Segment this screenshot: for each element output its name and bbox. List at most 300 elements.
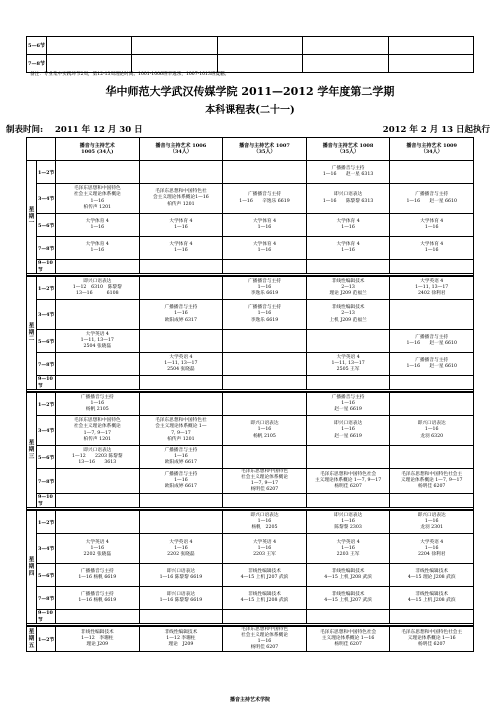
- course-cell: [56, 376, 140, 390]
- course-line: 1—11, 13—17: [415, 284, 449, 290]
- course-line: 理论 J209: [86, 642, 109, 648]
- course-line: 大学体育 4: [252, 241, 277, 247]
- corner-cell: [27, 138, 56, 161]
- course-line: 杨明佳 6207: [334, 642, 362, 648]
- course-line: 1—11, 13—17: [164, 360, 198, 366]
- course-line: 毛泽东思想和中国特色社会主: [401, 472, 463, 477]
- course-line: 非线性编辑技术: [331, 278, 365, 284]
- made-time: [6, 123, 143, 135]
- course-line: 13—16 3613: [78, 460, 117, 465]
- course-cell: [56, 534, 140, 564]
- course-line: 广播播音与主持: [415, 334, 449, 340]
- school-title: 华中师范大学武汉传媒学院 2011—2012 学年度第二学期: [105, 85, 395, 98]
- day-label: [27, 276, 37, 390]
- course-cell: [390, 330, 474, 353]
- course-cell: [223, 214, 307, 237]
- course-line: 非线性编辑技术: [331, 305, 365, 311]
- time-slot: 7—8节: [37, 353, 56, 376]
- course-line: 广播播音与主持: [331, 394, 365, 400]
- course-line: 赵一星 6619: [334, 433, 362, 439]
- course-line: 社会主义理论体系概论: [241, 633, 288, 639]
- course-cell: [56, 260, 140, 274]
- header-line: 播音与主持艺术 1008: [322, 143, 374, 149]
- time-slot: 1—2节: [37, 392, 56, 416]
- table-row: [27, 353, 474, 376]
- course-cell: [223, 510, 307, 534]
- header-line: 1005 (34人): [81, 149, 114, 155]
- course-line: 欧阳成婷 6617: [164, 484, 197, 490]
- course-cell: [390, 184, 474, 214]
- day-label: [27, 392, 37, 508]
- course-line: 1—12 6310 陈黎黎: [72, 284, 122, 290]
- table-row: [27, 330, 474, 353]
- prev-cell: [217, 55, 302, 73]
- time-slot: 9—10节: [37, 610, 56, 624]
- course-cell: [390, 587, 474, 610]
- previous-page-table: [26, 36, 474, 73]
- course-cell: [306, 446, 390, 469]
- course-line: 2203 王军: [336, 551, 360, 557]
- course-cell: [390, 376, 474, 390]
- course-cell: [223, 469, 307, 494]
- table-row: [27, 510, 474, 534]
- course-line: 非线性编辑技术: [415, 569, 449, 575]
- course-line: 4—15 上机 J208 武滨: [240, 598, 289, 604]
- prev-cell: [47, 37, 132, 55]
- course-cell: [56, 469, 140, 494]
- course-line: 1—16: [174, 225, 188, 230]
- header-line: （34人）: [420, 149, 443, 155]
- course-cell: [223, 237, 307, 260]
- course-line: 广播播音与主持: [248, 278, 281, 284]
- prev-cell: [303, 37, 388, 55]
- course-line: 大学体育 4: [420, 241, 444, 247]
- execution-date: 2012 年 2 月 13 日起执行: [382, 125, 490, 135]
- course-line: 非线性编辑技术: [331, 569, 365, 575]
- table-row: [27, 587, 474, 610]
- course-cell: [56, 330, 140, 353]
- made-label: 制表时间:: [6, 125, 44, 135]
- day-label: [27, 161, 37, 274]
- course-cell: [139, 610, 223, 624]
- course-cell: [223, 446, 307, 469]
- time-slot: 9—10节: [37, 494, 56, 508]
- remark-note: 备注：专业集中实践环节2周，第12-13周理论时间。1001-1006班辛逸乐，1007-1013班夏鹏。: [30, 72, 230, 77]
- course-line: 1—16: [257, 519, 272, 525]
- course-line: 1—16: [341, 519, 355, 525]
- course-line: 1—16: [174, 453, 188, 459]
- course-line: 1—16: [90, 400, 105, 406]
- course-line: 1—16: [174, 248, 188, 253]
- column-header-1007: [223, 138, 307, 161]
- course-line: 1—16 赵一星 6610: [406, 198, 457, 204]
- course-line: 非线性编辑技术: [248, 592, 281, 598]
- course-line: 李逸乐 6619: [250, 317, 279, 323]
- course-line: 1—16 陈黎黎 6619: [159, 598, 203, 604]
- course-line: 1—11, 13—17: [331, 360, 365, 366]
- course-line: 1—12 李珊柱: [166, 636, 196, 642]
- course-cell: [223, 610, 307, 624]
- course-line: 1—16: [341, 400, 355, 406]
- course-line: 1—16: [424, 519, 439, 525]
- course-cell: [223, 353, 307, 376]
- course-cell: [56, 237, 140, 260]
- course-cell: [56, 446, 140, 469]
- course-line: 1—16: [257, 248, 272, 253]
- course-cell: [306, 237, 390, 260]
- course-line: 1—16: [90, 248, 105, 253]
- course-cell: [139, 237, 223, 260]
- course-cell: [390, 626, 474, 652]
- course-line: 4—15 上机 J208 武滨: [324, 575, 372, 581]
- time-slot: 9—10节: [37, 260, 56, 274]
- course-cell: [223, 587, 307, 610]
- header-line: 播音与主持艺术 1007: [239, 143, 290, 149]
- course-line: 非线性编辑技术: [331, 592, 365, 598]
- course-cell: [56, 610, 140, 624]
- table-row: [27, 564, 474, 587]
- course-cell: [390, 510, 474, 534]
- course-line: 1—16: [257, 284, 272, 290]
- course-line: 大学英语 4: [420, 539, 444, 545]
- course-line: 毛泽东思想和中国特色社会: [319, 630, 377, 636]
- day-label-char: 星: [28, 322, 35, 329]
- course-line: 广播播音与主持: [164, 447, 198, 453]
- timetable-header: [27, 138, 474, 161]
- course-line: 毛泽东思想和中国特色: [241, 627, 288, 633]
- course-line: 大学体育 4: [420, 218, 444, 224]
- course-line: 杨明佳 6207: [417, 642, 446, 648]
- time-slot: 1—2节: [37, 161, 56, 184]
- course-cell: [56, 161, 140, 184]
- course-line: 即兴口语表达: [417, 513, 446, 519]
- made-date: 2011 年 12 月 30 日: [54, 125, 143, 135]
- course-line: 即兴口语表达: [334, 513, 363, 519]
- course-line: 广播播音与主持: [80, 592, 114, 598]
- course-cell: [390, 161, 474, 184]
- course-line: 主义理论体系概论 1—7, 9—17: [314, 478, 382, 484]
- course-line: 非线性编辑技术: [248, 569, 281, 575]
- course-line: 大学英语 4: [420, 278, 444, 284]
- day-label-char: 期: [28, 635, 35, 642]
- course-cell: [306, 587, 390, 610]
- course-line: 1—16: [424, 225, 439, 230]
- course-cell: [306, 494, 390, 508]
- course-line: 大学英语 4: [252, 539, 277, 545]
- course-cell: [139, 300, 223, 330]
- time-slot: 5—6节: [37, 564, 56, 587]
- time-slot: 7—8节: [37, 237, 56, 260]
- course-cell: [139, 353, 223, 376]
- course-line: 1—12 李珊柱: [81, 636, 114, 642]
- column-header-1008: [306, 138, 390, 161]
- time-slot: 5—6节: [37, 214, 56, 237]
- course-line: 1—11, 13—17: [80, 337, 114, 343]
- table-row: [27, 260, 474, 274]
- course-line: 1—16: [90, 225, 105, 230]
- course-cell: [139, 260, 223, 274]
- course-line: 1—16: [341, 248, 355, 253]
- prev-cell: [303, 55, 388, 73]
- course-line: 1—12 2203 陈黎黎: [72, 453, 123, 459]
- course-cell: [56, 300, 140, 330]
- course-cell: [306, 300, 390, 330]
- course-line: 杨帆 2205: [251, 525, 278, 531]
- course-cell: [223, 276, 307, 300]
- course-line: 1—16 赵一星 6610: [406, 364, 457, 369]
- course-cell: [139, 161, 223, 184]
- course-cell: [306, 161, 390, 184]
- course-line: 即兴口语表达: [83, 447, 112, 453]
- course-line: 即兴口语表达: [83, 278, 112, 284]
- course-line: 1—16: [257, 225, 272, 230]
- time-slot: 5—6节: [37, 446, 56, 469]
- course-line: 即兴口语表达: [166, 592, 195, 598]
- course-line: 大学英语 4: [169, 539, 193, 545]
- course-line: 广播播音与主持: [80, 569, 114, 575]
- course-cell: [139, 587, 223, 610]
- table-row: [27, 626, 474, 652]
- course-cell: [223, 494, 307, 508]
- course-line: 杨明佳 6207: [417, 484, 446, 490]
- course-line: 即兴口语表达: [334, 192, 363, 198]
- course-line: 社会主义理论体系概论: [241, 475, 288, 481]
- course-line: 杨明佳 6207: [250, 487, 279, 493]
- course-line: 广播播音与主持: [415, 192, 449, 198]
- course-line: 大学体育 4: [169, 218, 193, 224]
- table-row: [27, 184, 474, 214]
- course-cell: [390, 416, 474, 446]
- course-line: 1—16: [424, 545, 439, 551]
- course-cell: [139, 510, 223, 534]
- course-line: 1—7, 9—17: [83, 430, 111, 436]
- day-label-char: 期: [28, 446, 35, 453]
- course-line: 1—16: [341, 225, 355, 230]
- course-cell: [139, 534, 223, 564]
- course-line: 义理论体系概论 1—7, 9—17: [400, 478, 463, 484]
- prev-cell: [388, 55, 473, 73]
- table-row: [27, 416, 474, 446]
- course-line: 广播播音与主持: [164, 472, 198, 477]
- table-row: [27, 534, 474, 564]
- course-line: 2202 张晓磊: [83, 551, 112, 557]
- course-cell: [306, 353, 390, 376]
- day-label-char: 期: [28, 329, 35, 336]
- course-line: 社会主义理论体系概论: [73, 192, 121, 198]
- course-line: 1—16: [341, 427, 355, 433]
- column-header-1009: [390, 138, 474, 161]
- course-cell: [139, 564, 223, 587]
- course-line: 李逸乐 6619: [250, 291, 279, 296]
- prev-cell: [217, 37, 302, 55]
- course-cell: [139, 214, 223, 237]
- course-cell: [139, 494, 223, 508]
- course-line: 1—16: [424, 427, 439, 433]
- course-line: 广播播音与主持: [80, 394, 114, 400]
- course-cell: [223, 626, 307, 652]
- course-line: 13—16 6108: [75, 291, 119, 296]
- course-line: 大学体育 4: [85, 241, 109, 247]
- course-cell: [223, 161, 307, 184]
- course-cell: [306, 376, 390, 390]
- course-line: 即兴口语表达: [250, 513, 279, 519]
- day-label: [27, 510, 37, 624]
- day-label-char: 五: [28, 642, 35, 649]
- course-cell: [390, 300, 474, 330]
- course-line: 1—7, 9—17: [250, 481, 279, 487]
- course-line: 大学体育 4: [85, 218, 109, 224]
- time-slot: 1—2节: [37, 276, 56, 300]
- course-line: 4—15 上机 J208 武滨: [407, 598, 456, 604]
- column-header-1006: [139, 138, 223, 161]
- table-row: [27, 237, 474, 260]
- table-row: [27, 276, 474, 300]
- course-line: 大学英语 4: [169, 354, 193, 360]
- course-line: 1—16: [174, 311, 188, 317]
- course-cell: [56, 494, 140, 508]
- time-slot: 7—8节: [37, 469, 56, 494]
- course-line: 1—16 赵一星 6610: [406, 341, 457, 346]
- table-row: [27, 610, 474, 624]
- course-cell: [390, 237, 474, 260]
- course-cell: [223, 330, 307, 353]
- header-line: 播音与主持艺术 1009: [406, 143, 458, 149]
- table-row: [27, 214, 474, 237]
- course-cell: [223, 534, 307, 564]
- course-line: 4—15 上机 J207 武滨: [240, 575, 289, 581]
- course-cell: [56, 510, 140, 534]
- course-line: 1—16 陈黎黎 6313: [322, 198, 374, 204]
- course-cell: [390, 446, 474, 469]
- course-cell: [306, 610, 390, 624]
- course-cell: [306, 184, 390, 214]
- course-line: 1—16: [90, 545, 105, 551]
- course-cell: [223, 416, 307, 446]
- course-line: 1—16: [257, 545, 272, 551]
- course-cell: [306, 260, 390, 274]
- course-line: 2203 王军: [253, 551, 276, 557]
- course-line: 赵一星 6619: [334, 407, 362, 412]
- header-line: （34人）: [169, 149, 192, 155]
- prev-row: [27, 55, 474, 73]
- course-line: 毛泽东思想和中国特色: [241, 469, 288, 474]
- header-line: 播音与主持艺术: [79, 143, 115, 149]
- course-line: 会主义理论体系概论1—16: [152, 195, 209, 201]
- course-cell: [139, 376, 223, 390]
- prev-cell: [132, 37, 217, 55]
- course-line: 1—16: [257, 639, 272, 645]
- time-slot: 1—2节: [37, 510, 56, 534]
- course-line: 大学体育 4: [336, 218, 360, 224]
- course-line: 毛泽东思想和中国特色社会主: [401, 630, 463, 636]
- course-line: 龙羽 6320: [420, 433, 444, 439]
- header-line: （35人）: [337, 149, 360, 155]
- course-cell: [390, 494, 474, 508]
- time-slot: 3—4节: [37, 534, 56, 564]
- course-cell: [139, 184, 223, 214]
- prev-cell: [47, 55, 132, 73]
- course-cell: [390, 392, 474, 416]
- course-cell: [56, 587, 140, 610]
- schedule-title: 本科课程表(二十一): [205, 105, 295, 116]
- course-cell: [223, 392, 307, 416]
- course-line: 1—16: [257, 427, 272, 433]
- course-cell: [306, 392, 390, 416]
- course-line: 大学体育 4: [252, 218, 277, 224]
- column-header-1005: [56, 138, 140, 161]
- course-line: 广播播音与主持: [164, 305, 198, 311]
- course-line: 2204 徐利君: [417, 551, 446, 557]
- day-label-char: 一: [28, 220, 35, 227]
- course-cell: [56, 416, 140, 446]
- time-slot: 3—4节: [37, 300, 56, 330]
- course-cell: [306, 469, 390, 494]
- header-line: （35人）: [253, 149, 276, 155]
- course-line: 杨帆 2105: [85, 407, 109, 412]
- day-label-char: 期: [28, 213, 35, 220]
- day-label-char: 星: [28, 439, 35, 446]
- time-slot: 3—4节: [37, 416, 56, 446]
- course-line: 2—13: [341, 311, 355, 317]
- course-cell: [56, 276, 140, 300]
- course-line: 杨明佳 6207: [250, 645, 279, 651]
- day-label-char: 二: [28, 336, 35, 343]
- course-line: 即兴口语表达: [417, 421, 446, 427]
- course-line: 广播播音与主持: [248, 305, 281, 311]
- day-label-char: 星: [28, 556, 35, 563]
- course-cell: [223, 376, 307, 390]
- course-cell: [139, 416, 223, 446]
- course-line: 广播播音与主持: [248, 192, 281, 198]
- course-line: 会主义理论体系概论 1—: [155, 424, 207, 430]
- course-cell: [139, 392, 223, 416]
- course-cell: [306, 330, 390, 353]
- course-line: 广播播音与主持: [331, 165, 365, 171]
- course-line: 非线性编辑技术: [80, 630, 114, 636]
- course-line: 大学英语 4: [85, 331, 109, 337]
- course-line: 1—16 杨帆 6619: [78, 598, 117, 604]
- table-row: [27, 392, 474, 416]
- day-label-char: 星: [28, 206, 35, 213]
- course-line: 主义理论体系概论 1—16: [321, 636, 375, 642]
- course-cell: [306, 534, 390, 564]
- course-line: 1—16 赵一星 6313: [322, 172, 374, 177]
- course-line: 2505 王军: [336, 367, 360, 372]
- prev-cell: [388, 37, 473, 55]
- course-cell: [306, 564, 390, 587]
- course-cell: [390, 610, 474, 624]
- course-cell: [139, 469, 223, 494]
- table-row: [27, 469, 474, 494]
- course-cell: [56, 184, 140, 214]
- course-cell: [139, 626, 223, 652]
- time-slot: 7—8节: [37, 587, 56, 610]
- course-cell: [139, 446, 223, 469]
- course-cell: [390, 214, 474, 237]
- table-row: [27, 300, 474, 330]
- course-line: 社会主义理论体系概论: [73, 424, 121, 430]
- table-row: [27, 446, 474, 469]
- course-cell: [56, 564, 140, 587]
- course-line: 柏传声 1201: [167, 201, 195, 207]
- course-cell: [223, 260, 307, 274]
- course-line: 1—16: [257, 311, 272, 317]
- course-cell: [306, 510, 390, 534]
- course-cell: [390, 469, 474, 494]
- course-cell: [306, 416, 390, 446]
- course-line: 1—16 陈黎黎 6619: [159, 575, 203, 581]
- course-line: 2504 张晓磊: [83, 344, 112, 349]
